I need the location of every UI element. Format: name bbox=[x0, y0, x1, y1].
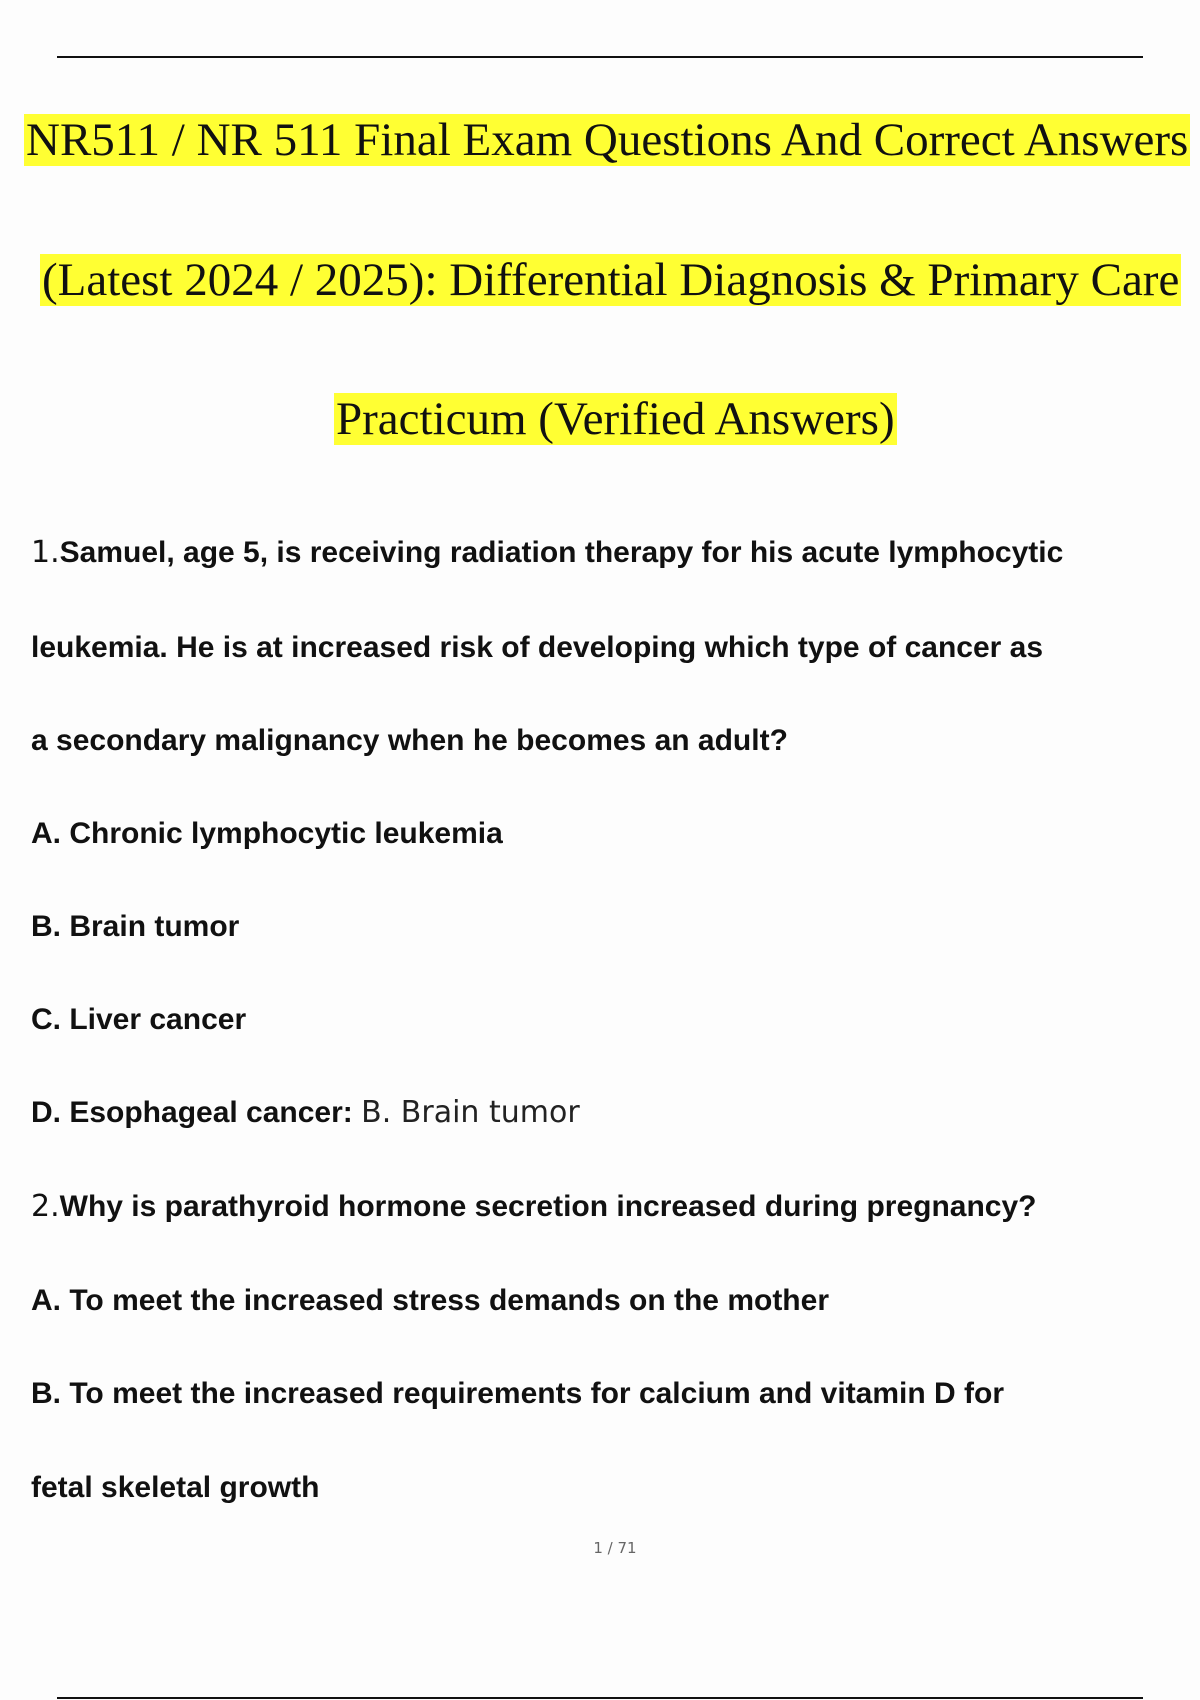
question-2-option-a: A. To meet the increased stress demands on the mother bbox=[31, 1284, 829, 1317]
title-line-2 bbox=[40, 252, 1181, 308]
title-line-1 bbox=[24, 112, 1190, 168]
title-line-3 bbox=[334, 391, 897, 447]
title-line-3-text: Practicum (Verified Answers) bbox=[336, 393, 895, 445]
question-2-option-b: B. To meet the increased requirements for calcium and vitamin D for bbox=[31, 1377, 1005, 1410]
title-line-1-text: NR511 / NR 511 Final Exam Questions And Correct Answers bbox=[26, 114, 1189, 166]
question-1-stem-text-1: Samuel, age 5, is receiving radiation therapy for his acute lymphocytic bbox=[59, 536, 1064, 569]
question-2-number: 2. bbox=[31, 1189, 60, 1224]
question-2-stem-text-1: Why is parathyroid hormone secretion increased during pregnancy? bbox=[59, 1190, 1037, 1223]
question-1-option-a: A. Chronic lymphocytic leukemia bbox=[31, 817, 503, 850]
question-1-stem-line-3: a secondary malignancy when he becomes an adult? bbox=[31, 724, 788, 757]
question-1-stem-line-1 bbox=[31, 535, 1063, 571]
title-line-2-text: (Latest 2024 / 2025): Differential Diagnosis & Primary Care bbox=[42, 254, 1180, 306]
question-1-option-d-text: D. Esophageal cancer: bbox=[31, 1096, 353, 1129]
bottom-rule bbox=[57, 1697, 1143, 1699]
question-1-answer: B. Brain tumor bbox=[361, 1095, 580, 1130]
top-rule bbox=[57, 56, 1143, 58]
question-1-number: 1. bbox=[31, 535, 60, 570]
question-2-option-b-continued: fetal skeletal growth bbox=[31, 1471, 320, 1504]
question-1-option-c: C. Liver cancer bbox=[31, 1003, 247, 1036]
question-1-stem-line-2: leukemia. He is at increased risk of developing which type of cancer as bbox=[31, 631, 1044, 664]
question-1-option-b: B. Brain tumor bbox=[31, 910, 240, 943]
page-indicator: 1 / 71 bbox=[593, 1539, 637, 1557]
question-2-stem-line-1 bbox=[31, 1189, 1037, 1225]
question-1-option-d bbox=[31, 1095, 580, 1131]
